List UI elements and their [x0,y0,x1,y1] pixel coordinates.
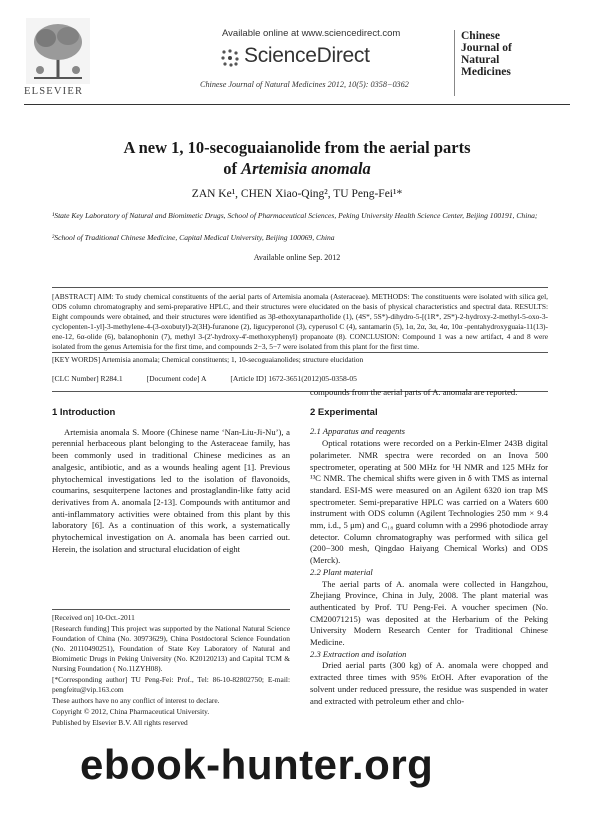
title-line-2: of Artemisia anomala [223,159,371,178]
journal-name-line: Chinese [461,30,500,42]
section-heading-experimental: 2 Experimental [310,406,378,418]
journal-citation: Chinese Journal of Natural Medicines 2012, 10(5): 0358−0362 [200,80,409,89]
affiliation-1: ¹State Key Laboratory of Natural and Biomimetic Drugs, School of Pharmaceutical Sciences, Peking University Health Science Center, Beijing 100191, China; [52,211,538,220]
right-column [310,387,548,707]
subsection-plant-material: 2.2 Plant material [310,566,373,577]
extraction-paragraph: Dried aerial parts (300 kg) of A. anomala were chopped and extracted three times with 95% EtOH. After evaporation of the solvent under reduced pressure, the residue was suspended in water and extracted with petroleum ether and chlo- [310,660,548,706]
sciencedirect-dots-icon [220,48,240,68]
published-by: Published by Elsevier B.V. All rights reserved [52,718,188,727]
apparatus-paragraph: Optical rotations were recorded on a Perkin-Elmer 243B digital polarimeter. NMR spectra were recorded on an Inova 500 spectrometer, operating at 500 MHz for ¹H NMR and 125 MHz for ¹³C NMR. The chemical shifts were given in δ with TMS as internal standard. ESI-MS were measured on an Agilent 6320 ion trap MS spectrometer. Semi-preparative HPLC was carried on a Waters 600 instrument with ODS column (Agilent Technologies 250 mm × 9.4 mm, i.d., 5 μm) and C₁₈ guard column with a 2996 photodiode array detector. Column chromatography was performed with silica gel (200−300 mesh, Qingdao Haiyang Chemical Works) and ODS (Merck). [310,438,548,566]
elsevier-tree-logo [26,18,90,84]
watermark: ebook-hunter.org [80,741,580,797]
article-title [0,137,594,179]
journal-name-line: Medicines [461,66,511,78]
classification-line [52,374,548,383]
subsection-extraction: 2.3 Extraction and isolation [310,648,407,659]
title-species: Artemisia anomala [241,159,371,178]
section-heading-introduction: 1 Introduction [52,407,116,418]
keywords: [KEY WORDS] Artemisia anomala; Chemical constituents; 1, 10-secoguaianolides; structure elucidation [52,355,364,364]
conflict-statement: These authors have no any conflict of interest to declare. [52,696,220,705]
journal-name-line: Journal of [461,42,512,54]
intro-paragraph: Artemisia anomala S. Moore (Chinese name ‘Nan-Liu-Ji-Nu’), a perennial herbaceous plant belonging to the Asteraceae family, has been commonly used in traditional Chinese medicines as an analgesic, antibiotic, and as a wounds healing agent [1]. Previous phytochemical investigations led to the isolation of flavonoids, coumarins, sesquiterpene lactones and prostaglandin-like fatty acid derivatives from A. anomala [2-13]. Compounds with antitumor and anti-inflammatory activities were obtained from this plant by this laboratory [6]. As a continuation of this work, a systematically phytochemical investigation on A. anomala has been carried out. Herein, the isolation and structural elucidation of eight [52,426,290,554]
publisher-name: ELSEVIER [24,86,84,97]
footnote-divider [52,609,290,610]
sciencedirect-logo: ScienceDirect [244,44,370,67]
corresponding-author: [*Corresponding author] TU Peng-Fei: Prof., Tel: 86-10-82802750; E-mail: pengfeitu@vip.163.com [52,675,290,694]
available-online-url[interactable]: Available online at www.sciencedirect.com [222,28,401,39]
journal-name-block [454,30,574,96]
research-funding: [Research funding] This project was supported by the National Natural Science Foundation of China (No. 30973629), China Postdoctoral Science Foundation (No. 20110490251), Foundation of State Key Laboratory of Natural and Biomimetic Drugs in Peking University (No. K20120213) and Capital TCM & Nursing Foundation ( No.11ZYH08). [52,624,290,673]
left-column [52,407,290,555]
received-date: [Received on] 10-Oct.-2011 [52,613,135,622]
copyright: Copyright © 2012, China Pharmaceutical University. [52,707,210,716]
abstract: [ABSTRACT] AIM: To study chemical constituents of the aerial parts of Artemisia anomala (Asteraceae). METHODS: The constituents were isolated with silica gel, ODS column chromatography and semi-preparative HPLC, and their structures were elucidated on the basis of physical characteristics and spectral data. RESULTS: Eight compounds were obtained, and their structures were identified as 3β-ethoxytanaparthoIide (1), (4S*, 5S*)-dihydro-5-[(1R*, 2S*)-2-hydroxy-2-methyl-5-oxo-3-cyclopenten-1-yl]-3-methylene-4-(3-oxobutyl)-2(3H)-furanone (2), ligucyperonol (3), cyperusol C (4), santamarin (5), 1α, 2α, 3α, 4α, 10α -pentahydroxyguaia-11(13)-ene-12, 6α-olide (6), balanophonin (7), methyl 3-(2'-hydroxy-4'-methoxyphenyl) propanoate (8). CONCLUSION: Compound 1 was a new artifact, 4 and 8 were isolated from the genus Artemisia for the first time, and compounds 2−3, 5−7 were isolated from this plant for the first time. [52,287,548,353]
subsection-apparatus: 2.1 Apparatus and reagents [310,426,406,437]
document-code: [Document code] A [146,374,207,383]
author-list: ZAN Ke¹, CHEN Xiao-Qing², TU Peng-Fei¹* [191,188,403,200]
title-line-1: A new 1, 10-secoguaianolide from the aerial parts [123,138,471,157]
affiliation-2: ²School of Traditional Chinese Medicine, Capital Medical University, Beijing 100069, China [52,233,335,242]
continued-text: compounds from the aerial parts of A. anomala are reported. [310,387,518,397]
footnotes [52,613,290,729]
plant-material-paragraph: The aerial parts of A. anomala were collected in Hangzhou, Zhejiang Province, China in July, 2008. The plant material was authenticated by Prof. TU Peng-Fei. A voucher specimen (No. CM20071215) was deposited at the Herbarium of the Peking University Modern Research Center for Traditional Chinese Medicine. [310,578,548,648]
header-divider [24,104,570,105]
article-id: [Article ID] 1672-3651(2012)05-0358-05 [230,374,357,383]
available-date: Available online Sep. 2012 [253,253,341,262]
clc-number: [CLC Number] R284.1 [52,374,123,383]
journal-name-line: Natural [461,54,500,66]
